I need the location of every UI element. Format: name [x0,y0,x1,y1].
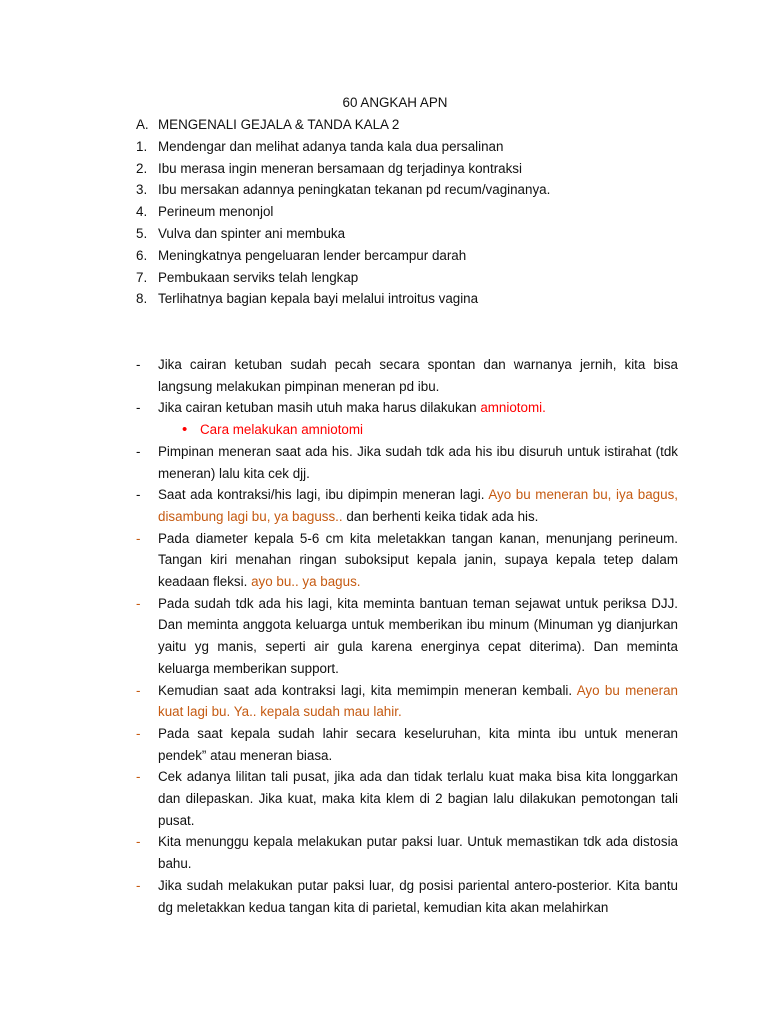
dash-item [136,766,678,831]
dash-marker: - [136,357,141,372]
highlight-text: amniotomi. [480,400,546,416]
item-text-part: Jika cairan ketuban masih utuh maka harus dilakukan [158,400,481,416]
numbered-list [136,116,696,312]
dash-list [136,354,678,918]
dash-marker: - [136,400,141,416]
item-number: 2. [136,160,148,176]
item-text: Kita menunggu kepala melakukan putar paksi luar. Untuk memastikan tdk ada distosia bahu. [158,834,678,872]
item-text: Pada sudah tdk ada his lagi, kita meminta bantuan teman sejawat untuk periksa DJJ. Dan meminta anggota keluarga untuk memberikan ibu minum (Minuman yg dianjurkan yaitu yg manis, seperti air gula karena energinya cepat diterima). Dan meminta keluarga memberikan support. [158,595,678,676]
item-text-part: Saat ada kontraksi/his lagi, ibu dipimpin meneran lagi. [158,487,489,503]
list-item [136,269,696,291]
item-number: 1. [136,138,148,154]
item-text: Jika cairan ketuban sudah pecah secara spontan dan warnanya jernih, kita bisa langsung melakukan pimpinan meneran pd ibu. [158,357,678,394]
list-item [136,138,696,160]
item-text: Jika sudah melakukan putar paksi luar, dg posisi pariental antero-posterior. Kita bantu dg meletakkan kedua tangan kita di parietal, kemudian kita akan melahirkan [158,877,678,915]
dash-item [136,680,678,723]
item-number: 3. [136,182,148,198]
dash-item [136,354,678,397]
item-text: Pimpinan meneran saat ada his. Jika sudah tdk ada his ibu disuruh untuk istirahat (tdk meneran) lalu kita cek djj. [158,443,678,481]
list-item [136,247,696,269]
highlight-text: ayo bu.. ya bagus. [251,574,361,590]
item-text [158,484,678,527]
item-text [158,397,678,419]
list-item [136,181,696,203]
item-number: 7. [136,269,148,285]
item-number: 4. [136,204,148,220]
dash-item [136,484,678,527]
sub-bullet-item [136,419,678,441]
item-text: Ibu mersakan adannya peningkatan tekanan pd recum/vaginanya. [158,182,551,198]
item-text-part: Kemudian saat ada kontraksi lagi, kita memimpin meneran kembali. [158,682,577,698]
highlight-text: Ayo bu meneran bu, iya bagus, disambung lagi bu, ya baguss.. [158,487,678,524]
list-item [136,225,696,247]
document-title: 60 ANGKAH APN [342,95,448,110]
list-item [136,203,696,225]
item-text: Vulva dan spinter ani membuka [158,225,346,241]
item-text-part: Pada diameter kepala 5-6 cm kita meletakkan tangan kanan, menunjang perineum. Tangan kiri menahan ringan suboksiput kepala janin, supaya kepala tetep dalam keadaan fleksi. [158,530,678,590]
item-text [158,680,678,723]
item-text: Terlihatnya bagian kepala bayi melalui introitus vagina [158,291,479,307]
dash-marker: - [136,530,141,546]
dash-item [136,723,678,766]
item-text: Cek adanya lilitan tali pusat, jika ada dan tidak terlalu kuat maka bisa kita longgarkan dan dilepaskan. Jika kuat, maka kita klem di 2 bagian lalu dilakukan pemotongan tali pusat. [158,769,678,828]
list-item [136,160,696,182]
dash-marker: - [136,443,141,459]
item-number: 5. [136,225,148,241]
dash-item [136,397,678,419]
section-heading [136,116,696,138]
item-number: 6. [136,247,148,263]
dash-marker: - [136,682,141,698]
section-marker: A. [136,117,149,132]
dash-item [136,528,678,593]
item-text: Mendengar dan melihat adanya tanda kala dua persalinan [158,138,504,154]
item-text-part: dan berhenti keika tidak ada his. [342,508,539,524]
dash-marker: - [136,595,141,611]
section-title: MENGENALI GEJALA & TANDA KALA 2 [158,117,400,132]
item-text: Pembukaan serviks telah lengkap [158,269,359,285]
item-text: Ibu merasa ingin meneran bersamaan dg terjadinya kontraksi [158,160,522,176]
item-text: Perineum menonjol [158,204,274,220]
dash-marker: - [136,487,141,503]
dash-marker: - [136,877,141,893]
highlight-text: Ayo bu meneran kuat lagi bu. Ya.. kepala sudah mau lahir. [158,682,678,720]
item-text: Pada saat kepala sudah lahir secara keseluruhan, kita minta ibu untuk meneran pendek” atau meneran biasa. [158,725,678,763]
sub-item-text: Cara melakukan amniotomi [200,422,363,438]
item-text [158,528,678,593]
dash-marker: - [136,725,141,741]
dash-marker: - [136,769,141,785]
item-number: 8. [136,291,148,307]
bullet-icon: • [182,421,188,439]
dash-item [136,831,678,874]
dash-item [136,441,678,484]
list-item [136,290,696,312]
dash-item [136,593,678,680]
dash-marker: - [136,834,141,850]
dash-item [136,875,678,918]
item-text: Meningkatnya pengeluaran lender bercampur darah [158,247,467,263]
